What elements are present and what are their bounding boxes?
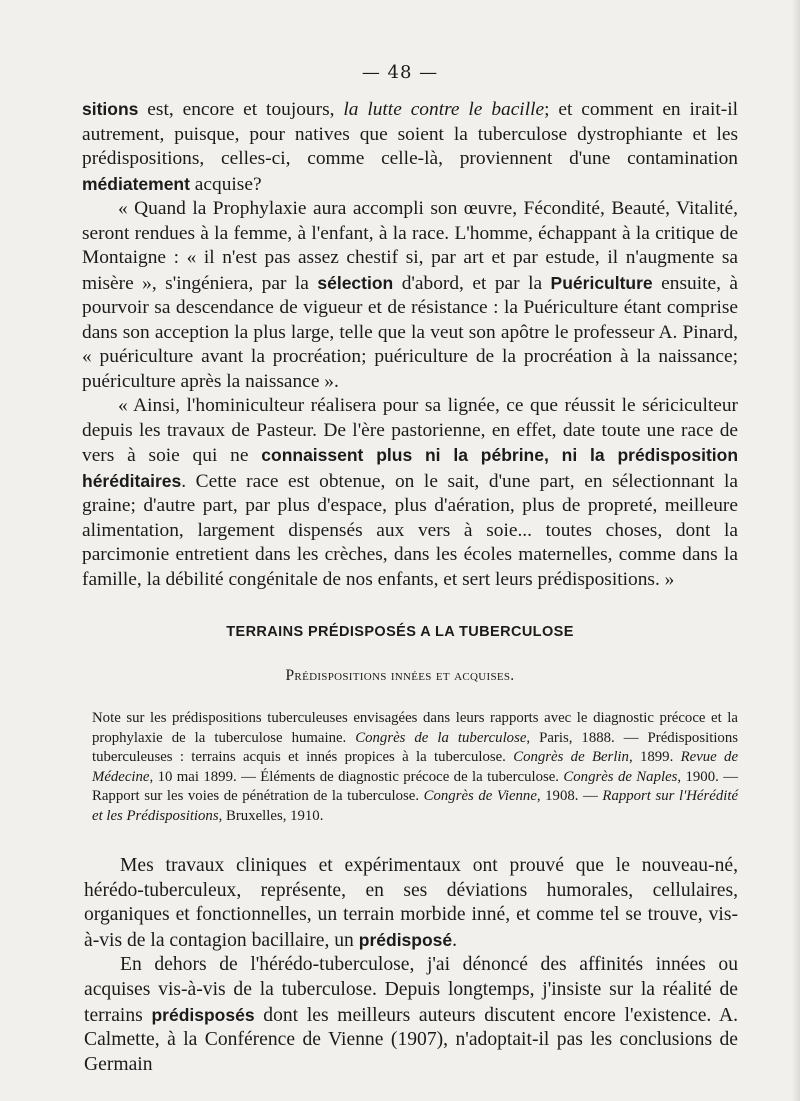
bold-term: connaissent plus ni la pébrine, ni la prédisposition héréditaires [82,445,739,491]
bold-term: prédisposé [358,929,453,950]
note-italic: Congrès de Naples [563,768,678,785]
text-run: En dehors de l'hérédo-tuberculose, j'ai dénoncé des affinités innées ou acquises vis-à-vis de la tuberculose. Depuis longtemps, j'insiste sur la réalité de terrains [84,954,738,1026]
note-italic: Congrès de Vienne [423,788,537,804]
paragraph-continuation [82,97,738,197]
page-number: — 48 — [361,62,439,83]
note-text: , Bruxelles, 1910. [218,807,324,824]
section-title: TERRAINS PRÉDISPOSÉS A LA TUBERCULOSE [226,624,574,640]
paragraph-prophylaxie [82,197,738,394]
text-run: d'abord, et par la [393,272,551,294]
note-text: , 1899. [628,749,681,765]
italic-term: la lutte contre le bacille [343,99,545,120]
paragraph-hominiculteur [82,394,738,592]
bold-term: médiatement [82,173,190,194]
paragraph-affinites [84,953,738,1077]
bold-term: sélection [317,272,394,293]
text-run: dont les meilleurs auteurs discutent encore l'existence. A. Calmette, à la Conférence de Vienne (1907), n'adoptait-il pas les conclusions de Germain [84,1004,738,1075]
text-run: « Ainsi, l'hominiculteur réalisera pour sa lignée, ce que réussit le sériciculteur depuis les travaux de Pasteur. De l'ère pastorienne, en effet, date toute une race de vers à soie qui ne [82,395,738,466]
note-text: Note sur les prédispositions tuberculeuses envisagées dans leurs rapports avec le diagnostic précoce et la prophylaxie de la tuberculose humaine. [92,710,738,746]
note-italic: Rapport sur l'Hérédité et les Prédispositions [92,788,739,824]
text-run: ; et comment en irait-il autrement, puisque, pour natives que soient la tuberculose dystrophiante et les prédispositions, celles-ci, comme celle-là, proviennent d'une contamination [82,99,738,169]
bold-term: prédisposés [151,1004,255,1025]
text-run: . [452,929,458,951]
note-italic: Congrès de Berlin [513,749,629,765]
note-italic: Congrès de la tuberculose [355,729,527,746]
text-run: . Cette race est obtenue, on le sait, d'une part, en sélectionnant la graine; d'autre part, par plus d'espace, plus d'aération, plus de propreté, meilleure alimentation, largement dispensés aux vers à soie... toutes choses, dont la parcimonie entretient dans les crèches, dans les écoles maternelles, comme dans la famille, la débilité congénitale de nos enfants, et sert leurs prédispositions. » [82,470,738,590]
note-text: , 1908. — [536,788,603,804]
section-subtitle: Prédispositions innées et acquises. [285,667,515,684]
note-text: , Paris, 1888. — Prédispositions tuberculeuses : terrains acquis et innés propices à la tuberculose. [92,729,738,765]
bibliographic-note [92,709,738,826]
text-run: est, encore et toujours, [138,99,344,120]
text-run: acquise? [189,173,262,195]
note-text: , 10 mai 1899. — Éléments de diagnostic précoce de la tuberculose. [149,768,564,785]
text-run: « Quand la Prophylaxie aura accompli son œuvre, Fécondité, Beauté, Vitalité, seront rendues à la femme, à l'enfant, à la race. L'homme, échappant à la critique de Montaigne : « il n'est pas assez chestif si, par art et par estude, il n'augmente sa misère », s'ingéniera, par la [82,198,738,294]
note-italic: Revue de Médecine [92,749,739,785]
note-text: , 1900. — Rapport sur les voies de pénétration de la tuberculose. [92,768,738,804]
continued-text-block [82,97,738,592]
scan-edge-shadow [792,0,800,1101]
text-run: Mes travaux cliniques et expérimentaux ont prouvé que le nouveau-né, hérédo-tuberculeux, représente, en ses déviations humorales, cellulaires, organiques et fonctionnelles, un terrain morbide inné, et comme tel se trouve, vis-à-vis de la contagion bacillaire, un [84,855,738,951]
text-run: ensuite, à pourvoir sa descendance de vigueur et de résistance : la Puériculture étant comprise dans son acception la plus large, telle que la veut son apôtre le professeur A. Pinard, « puériculture avant la procréation; puériculture de la procréation à la naissance; puériculture après la naissance ». [82,272,738,392]
paragraph-travaux [84,854,738,953]
bold-term: Puériculture [550,272,653,293]
main-text-block [84,854,738,1077]
bold-term: sitions [82,99,139,119]
